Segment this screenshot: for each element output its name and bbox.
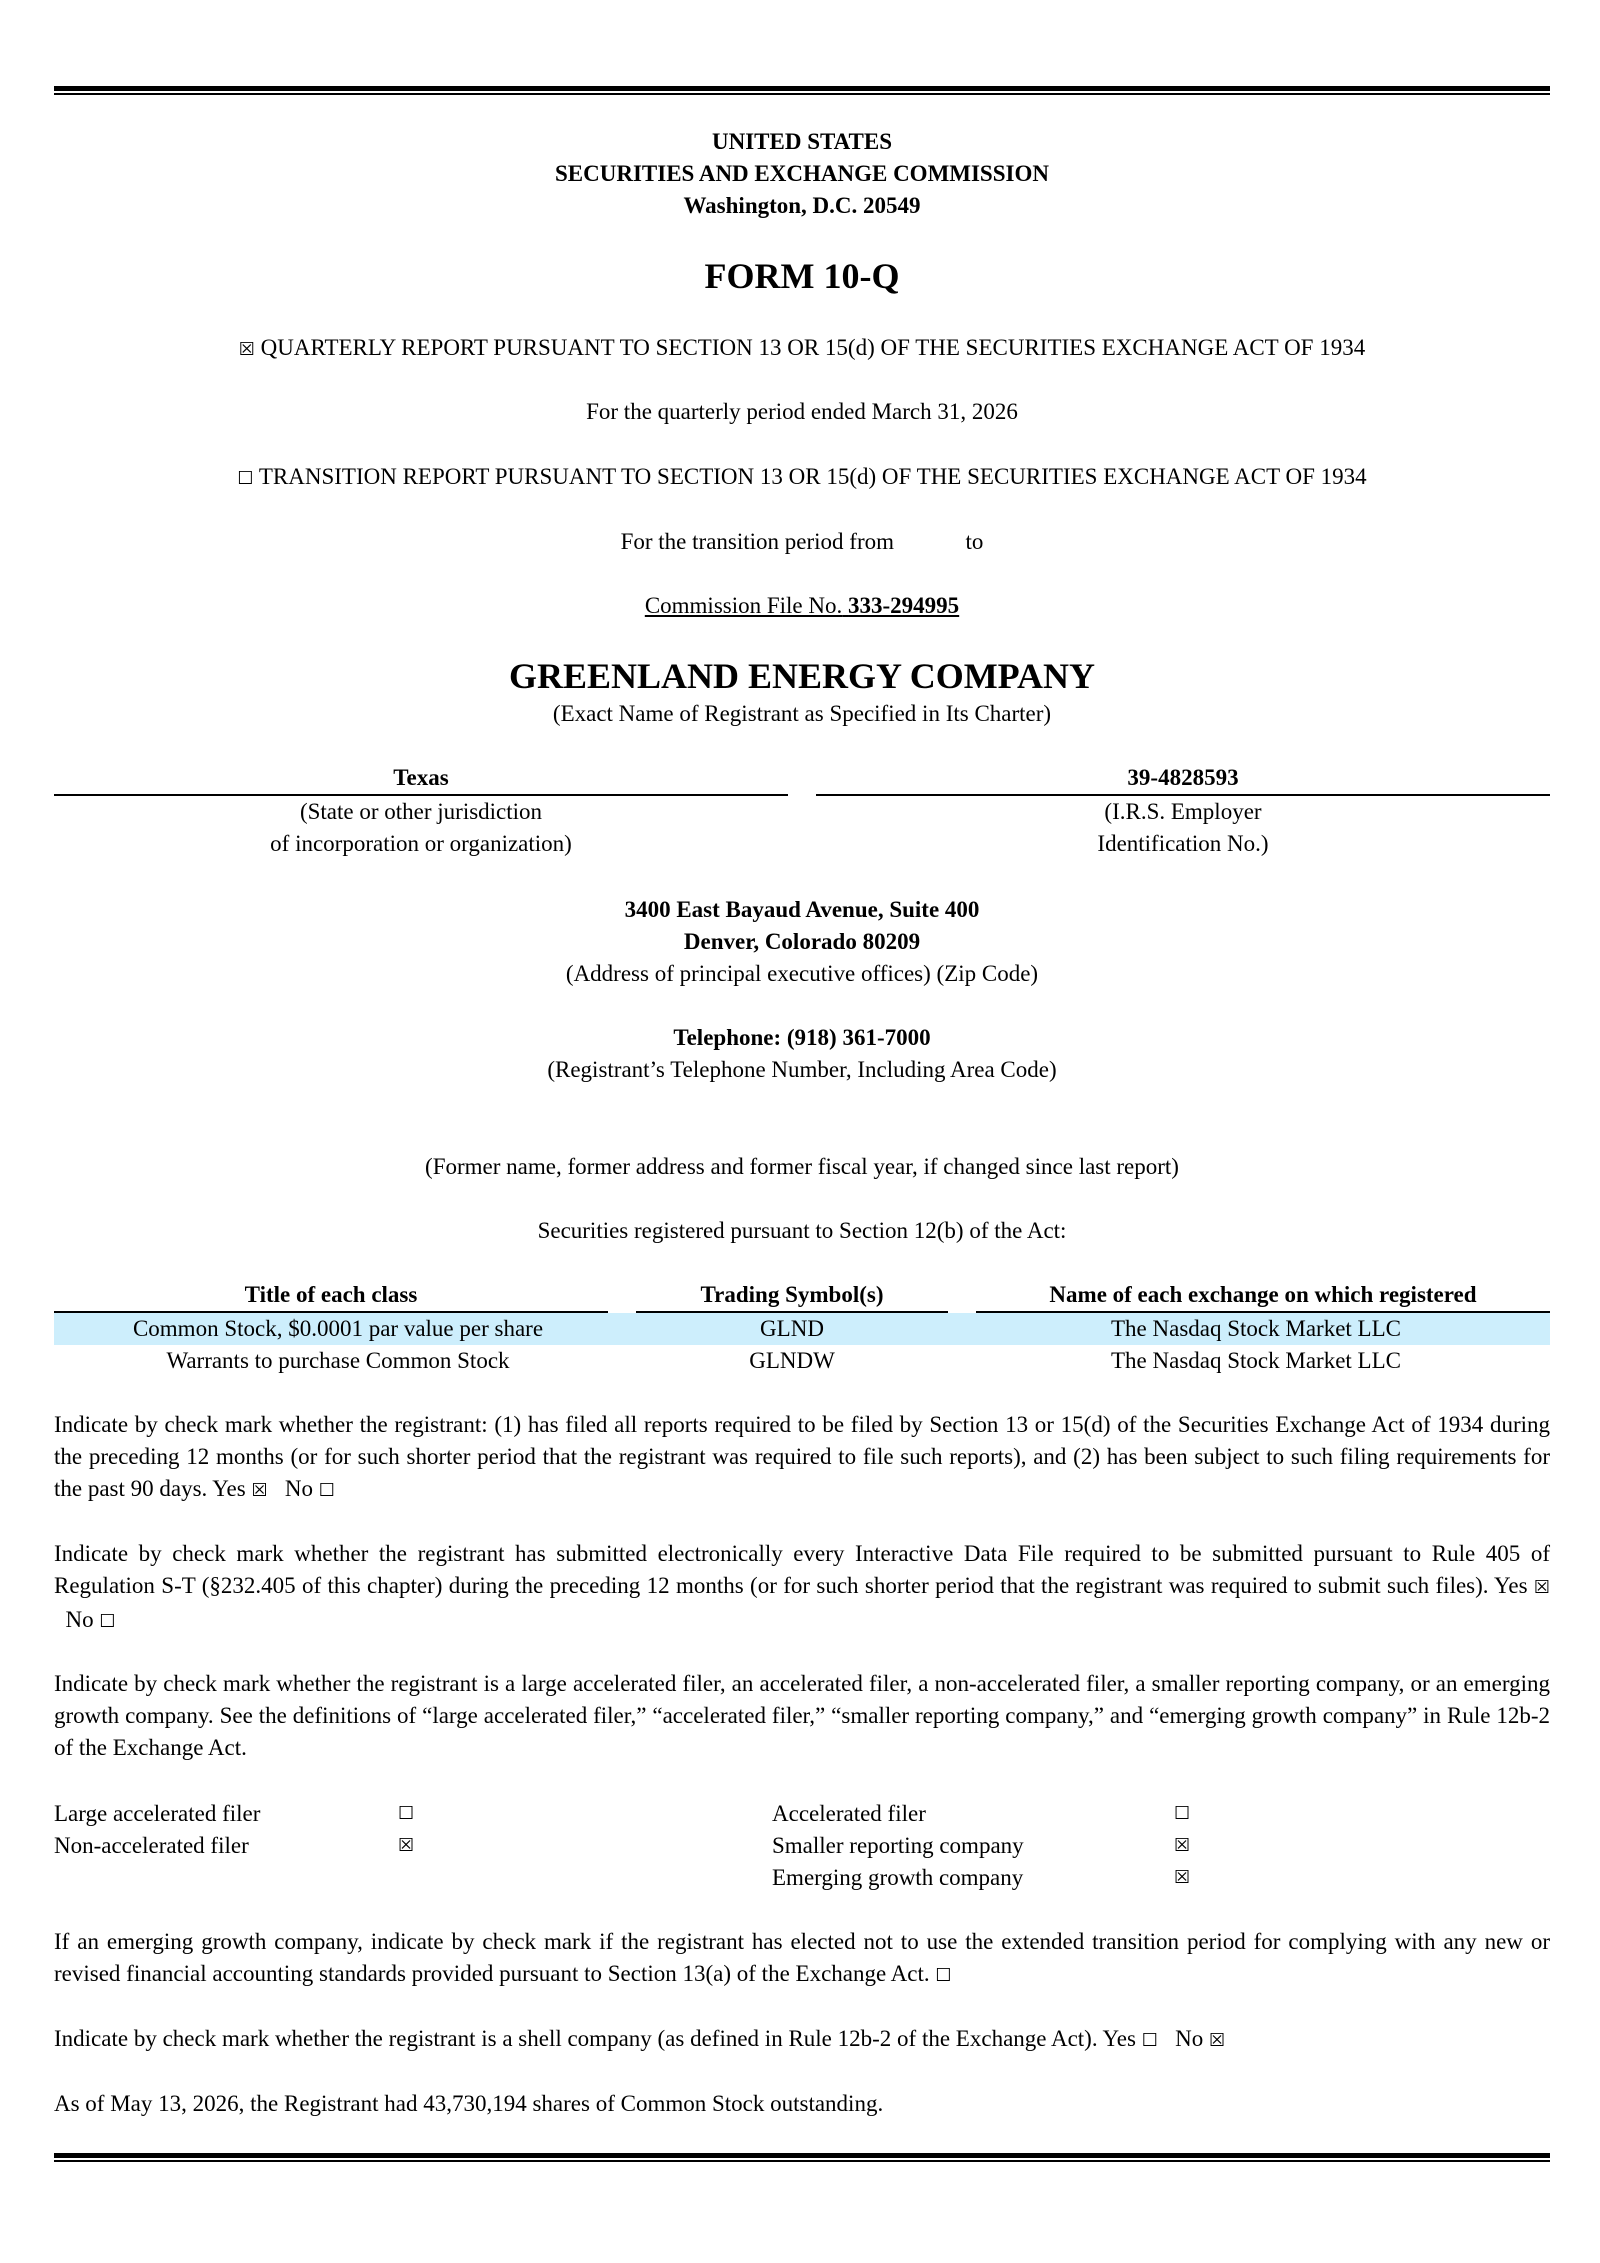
filer-accelerated-label: Accelerated filer: [772, 1801, 926, 1826]
filer-emerging-growth-box-icon: ☒: [1174, 1867, 1191, 1888]
transition-report-text: TRANSITION REPORT PURSUANT TO SECTION 13 OR 15(d) OF THE SECURITIES EXCHANGE ACT OF 1934: [258, 464, 1367, 489]
top-double-rule: [54, 86, 1550, 95]
filer-smaller-reporting-label: Smaller reporting company: [772, 1833, 1024, 1858]
bottom-double-rule: [54, 2153, 1550, 2162]
no-label: No: [1175, 2026, 1204, 2051]
ein-block: [816, 762, 1550, 860]
cell-symbol: GLND: [760, 1316, 824, 1341]
unchecked-box-icon: ☐: [318, 1480, 335, 1501]
transition-period-to: to: [965, 529, 984, 554]
yes-label: Yes: [212, 1476, 246, 1501]
shares-outstanding: As of May 13, 2026, the Registrant had 43,730,194 shares of Common Stock outstanding.: [54, 2091, 884, 2116]
commission-file-number: 333-294995: [848, 593, 960, 618]
filer-smaller-reporting-box-icon: ☒: [1174, 1835, 1191, 1856]
paragraph-shell-company-text: Indicate by check mark whether the registrant is a shell company (as defined in Rule 12b-2 of the Exchange Act).: [54, 2026, 1098, 2051]
form-title: FORM 10-Q: [704, 256, 900, 296]
filer-accelerated-box-icon: ☐: [1174, 1803, 1191, 1824]
address-line-2: Denver, Colorado 80209: [683, 929, 921, 954]
paragraph-emerging-growth-text: If an emerging growth company, indicate by check mark if the registrant has elected not to use the extended transition period for complying with any new or revised financial accounting standards provided pursuant to Section 13(a) of the Exchange Act.: [54, 1929, 1550, 1986]
quarterly-report-text: QUARTERLY REPORT PURSUANT TO SECTION 13 OR 15(d) OF THE SECURITIES EXCHANGE ACT OF 1934: [260, 335, 1366, 360]
transition-period-from: For the transition period from: [620, 529, 894, 554]
jurisdiction-value: Texas: [54, 762, 788, 796]
header-location: Washington, D.C. 20549: [683, 193, 921, 218]
quarterly-report-line: [54, 332, 1550, 366]
jurisdiction-caption-2: of incorporation or organization): [270, 831, 572, 856]
cell-symbol: GLNDW: [749, 1348, 835, 1373]
paragraph-filer-type: Indicate by check mark whether the registrant is a large accelerated filer, an accelerated filer, a non-accelerated filer, a smaller reporting company, or an emerging growth company. See the definitions of “large accelerated filer,” “accelerated filer,” “smaller reporting company,” and “emerging growth company” in Rule 12b-2 of the Exchange Act.: [54, 1671, 1550, 1760]
header-country: UNITED STATES: [711, 129, 892, 154]
telephone-value: Telephone: (918) 361-7000: [673, 1025, 931, 1050]
address-caption: (Address of principal executive offices) (Zip Code): [565, 961, 1039, 986]
commission-file-line: [54, 590, 1550, 622]
filer-large-accelerated-box-icon: ☐: [398, 1803, 415, 1824]
commission-file-label: Commission File No.: [644, 593, 843, 618]
securities-table-header: [54, 1279, 1550, 1313]
filer-large-accelerated-label: Large accelerated filer: [54, 1801, 261, 1826]
former-name-caption: (Former name, former address and former fiscal year, if changed since last report): [425, 1154, 1179, 1179]
checked-box-icon: ☒: [1208, 2030, 1226, 2051]
securities-heading: Securities registered pursuant to Section 12(b) of the Act:: [537, 1218, 1067, 1243]
telephone-caption: (Registrant’s Telephone Number, Including Area Code): [547, 1057, 1057, 1082]
cell-exchange: The Nasdaq Stock Market LLC: [1111, 1316, 1401, 1341]
ein-caption-2: Identification No.): [1097, 831, 1269, 856]
transition-checkbox-icon: ☐: [237, 468, 254, 489]
unchecked-box-icon: ☐: [99, 1611, 116, 1632]
paragraph-interactive-data: [54, 1538, 1550, 1638]
cell-title: Warrants to purchase Common Stock: [166, 1348, 510, 1373]
yes-label: Yes: [1102, 2026, 1136, 2051]
table-row: [54, 1313, 1550, 1345]
paragraph-reports-filed-text: Indicate by check mark whether the registrant: (1) has filed all reports required to be filed by Section 13 or 15(d) of the Securities Exchange Act of 1934 during the preceding 12 months (or for such shorter period that the registrant was required to file such reports), and (2) has been subject to such filing requirements for the past 90 days.: [54, 1412, 1550, 1501]
unchecked-box-icon: ☐: [1141, 2030, 1158, 2051]
paragraph-reports-filed: [54, 1409, 1550, 1507]
quarterly-period: For the quarterly period ended March 31, 2026: [586, 399, 1018, 424]
paragraph-emerging-growth: [54, 1926, 1550, 1992]
filer-non-accelerated-box-icon: ☒: [398, 1835, 415, 1856]
yes-label: Yes: [1494, 1573, 1528, 1598]
quarterly-checkbox-icon: ☒: [238, 339, 255, 360]
transition-report-line: [54, 461, 1550, 495]
address-line-1: 3400 East Bayaud Avenue, Suite 400: [624, 897, 980, 922]
ein-caption-1: (I.R.S. Employer: [1104, 799, 1262, 824]
header-trading-symbol: Trading Symbol(s): [636, 1279, 948, 1313]
cell-title: Common Stock, $0.0001 par value per share: [132, 1316, 544, 1341]
company-name-caption: (Exact Name of Registrant as Specified in Its Charter): [552, 701, 1052, 726]
company-name: GREENLAND ENERGY COMPANY: [508, 656, 1095, 696]
securities-table: [54, 1279, 1550, 1377]
jurisdiction-block: [54, 762, 788, 860]
filer-emerging-growth-label: Emerging growth company: [772, 1865, 1024, 1890]
table-row: [54, 1345, 1550, 1377]
checked-box-icon: ☒: [251, 1480, 268, 1501]
cell-exchange: The Nasdaq Stock Market LLC: [1111, 1348, 1401, 1373]
transition-period-line: [54, 526, 1550, 558]
no-label: No: [65, 1607, 94, 1632]
unchecked-box-icon: ☐: [935, 1965, 952, 1986]
filer-non-accelerated-label: Non-accelerated filer: [54, 1833, 249, 1858]
header-agency: SECURITIES AND EXCHANGE COMMISSION: [555, 161, 1049, 186]
header-title-of-class: Title of each class: [54, 1279, 608, 1313]
jurisdiction-caption-1: (State or other jurisdiction: [299, 799, 543, 824]
paragraph-interactive-data-text: Indicate by check mark whether the registrant has submitted electronically every Interactive Data File required to be submitted pursuant to Rule 405 of Regulation S-T (§232.405 of this chapter) during the preceding 12 months (or for such shorter period that the registrant was required to submit such files).: [54, 1541, 1550, 1598]
header-exchange-name: Name of each exchange on which registered: [976, 1279, 1550, 1313]
paragraph-shell-company: [54, 2023, 1550, 2057]
checked-box-icon: ☒: [1533, 1577, 1551, 1598]
no-label: No: [284, 1476, 313, 1501]
ein-value: 39-4828593: [816, 762, 1550, 796]
